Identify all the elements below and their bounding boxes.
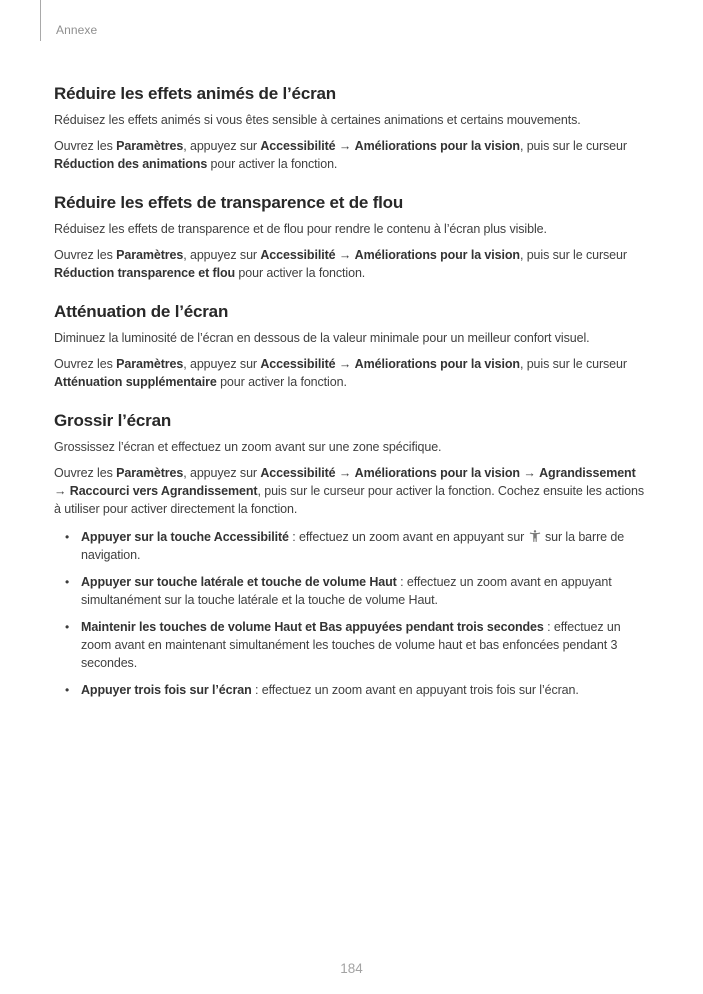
text: : effectuez un zoom avant en appuyant sur <box>288 530 528 544</box>
accessibility-icon <box>528 529 542 543</box>
text: , appuyez sur <box>183 466 261 480</box>
list-item <box>54 573 651 609</box>
text: Ouvrez les <box>54 466 117 480</box>
section-title: Grossir l’écran <box>54 411 172 430</box>
text: , puis sur le curseur <box>519 248 627 262</box>
bold-text: Paramètres <box>116 248 184 262</box>
text: : effectuez un zoom avant en maintenant simultanément les touches de volume haut et bas enfoncées pendant 3 secondes. <box>81 620 621 670</box>
text: sur la barre de navigation. <box>81 530 625 562</box>
page-footer <box>0 961 703 976</box>
text: Réduisez les effets de transparence et de flou pour rendre le contenu à l’écran plus visible. <box>54 222 547 236</box>
text: , puis sur le curseur <box>519 139 627 153</box>
section <box>54 411 651 699</box>
text: : effectuez un zoom avant en appuyant trois fois sur l’écran. <box>251 683 579 697</box>
list-item <box>54 528 651 564</box>
section-title: Atténuation de l’écran <box>54 302 229 321</box>
bold-text: Améliorations pour la vision <box>354 139 520 153</box>
text: → <box>54 484 70 498</box>
text: : effectuez un zoom avant en appuyant simultanément sur la touche latérale et la touche de volume Haut. <box>81 575 612 607</box>
text: → <box>335 466 355 480</box>
text: Réduisez les effets animés si vous êtes sensible à certaines animations et certains mouvements. <box>54 113 581 127</box>
text: Ouvrez les <box>54 139 117 153</box>
text: , appuyez sur <box>183 357 261 371</box>
bold-text: Accessibilité <box>260 139 336 153</box>
bullet-list <box>54 528 651 699</box>
section-title: Réduire les effets de transparence et de flou <box>54 193 404 212</box>
text: , appuyez sur <box>183 248 261 262</box>
page-number: 184 <box>340 961 363 976</box>
bold-text: Paramètres <box>116 357 184 371</box>
paragraph <box>54 355 651 391</box>
text: pour activer la fonction. <box>216 375 347 389</box>
text: , puis sur le curseur <box>519 357 627 371</box>
text: , puis sur le curseur pour activer la fonction. Cochez ensuite les actions à utiliser pour activer directement la fonction. <box>54 484 645 516</box>
bold-text: Atténuation supplémentaire <box>54 375 217 389</box>
paragraph <box>54 438 651 456</box>
bold-text: Raccourci vers Agrandissement <box>69 484 258 498</box>
text: , appuyez sur <box>183 139 261 153</box>
section <box>54 84 651 173</box>
section <box>54 193 651 282</box>
paragraph <box>54 220 651 238</box>
bold-text: Améliorations pour la vision <box>354 357 520 371</box>
bold-text: Accessibilité <box>260 466 336 480</box>
text: Grossissez l’écran et effectuez un zoom avant sur une zone spécifique. <box>54 440 442 454</box>
bold-text: Appuyer trois fois sur l’écran <box>81 683 252 697</box>
bold-text: Réduction des animations <box>54 157 208 171</box>
text: → <box>335 357 355 371</box>
text: → <box>335 139 355 153</box>
bold-text: Accessibilité <box>260 248 336 262</box>
bold-text: Paramètres <box>116 139 184 153</box>
text: Diminuez la luminosité de l’écran en dessous de la valeur minimale pour un meilleur confort visuel. <box>54 331 590 345</box>
section <box>54 302 651 391</box>
list-item <box>54 618 651 672</box>
paragraph <box>54 246 651 282</box>
list-item <box>54 681 651 699</box>
bold-text: Améliorations pour la vision <box>354 248 520 262</box>
running-header-label: Annexe <box>56 23 98 37</box>
bold-text: Maintenir les touches de volume Haut et Bas appuyées pendant trois secondes <box>81 620 544 634</box>
paragraph <box>54 137 651 173</box>
text: → <box>335 248 355 262</box>
bold-text: Agrandissement <box>539 466 636 480</box>
bold-text: Améliorations pour la vision <box>354 466 520 480</box>
text: Ouvrez les <box>54 248 117 262</box>
bold-text: Appuyer sur touche latérale et touche de volume Haut <box>81 575 397 589</box>
paragraph <box>54 329 651 347</box>
text: pour activer la fonction. <box>235 266 366 280</box>
content <box>54 0 651 699</box>
paragraph <box>54 464 651 518</box>
bold-text: Accessibilité <box>260 357 336 371</box>
text: Ouvrez les <box>54 357 117 371</box>
bold-text: Appuyer sur la touche Accessibilité <box>81 530 289 544</box>
bold-text: Réduction transparence et flou <box>54 266 236 280</box>
text: pour activer la fonction. <box>207 157 338 171</box>
text: → <box>519 466 540 480</box>
bold-text: Paramètres <box>116 466 184 480</box>
section-title: Réduire les effets animés de l’écran <box>54 84 336 103</box>
paragraph <box>54 111 651 129</box>
